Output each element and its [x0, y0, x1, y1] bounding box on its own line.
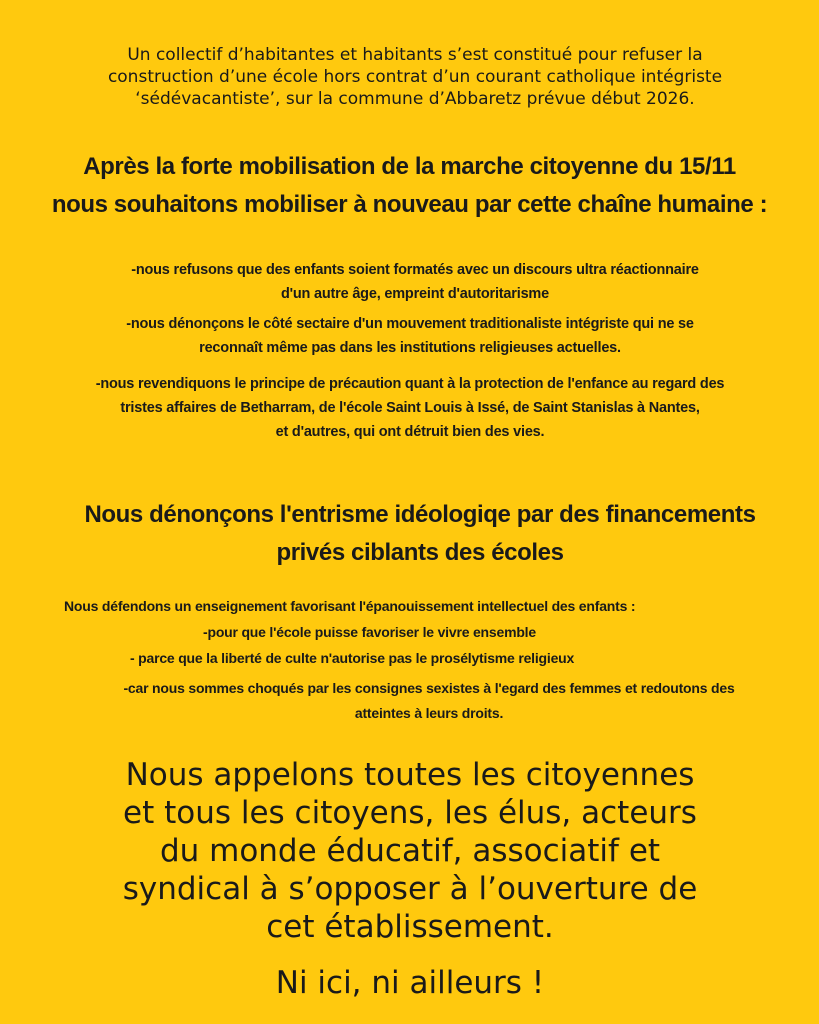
point-line: tristes affaires de Betharram, de l'école Saint Louis à Issé, de Saint Stanislas à Nantes, [120, 400, 700, 416]
intro-line: construction d’une école hors contrat d’un courant catholique intégriste [107, 67, 723, 87]
defense-item [64, 676, 794, 726]
point-line: -nous revendiquons le principe de précaution quant à la protection de l'enfance au regard des [95, 376, 725, 392]
point-denunciation [80, 312, 740, 360]
point-refusal [90, 258, 740, 306]
point-line: -nous dénonçons le côté sectaire d'un mouvement traditionaliste intégriste qui ne se [126, 316, 694, 332]
intro-line: Un collectif d’habitantes et habitants s’est constitué pour refuser la [127, 45, 703, 65]
defense-item-text: -car nous sommes choqués par les consignes sexistes à l'egard des femmes et redoutons des [123, 680, 735, 696]
point-line: -nous refusons que des enfants soient formatés avec un discours ultra réactionnaire [131, 262, 699, 278]
intro-paragraph [50, 44, 780, 110]
point-line: d'un autre âge, empreint d'autoritarisme [280, 286, 549, 302]
heading-line: nous souhaitons mobiliser à nouveau par cette chaîne humaine : [51, 191, 768, 218]
intro-line: ‘sédévacantiste’, sur la commune d’Abbaretz prévue début 2026. [135, 89, 695, 109]
entrisme-heading [30, 496, 810, 572]
defense-intro-text: Nous défendons un enseignement favorisant l'épanouissement intellectuel des enfants : [64, 598, 636, 614]
call-line: Nous appelons toutes les citoyennes [125, 757, 695, 793]
heading-line: Après la forte mobilisation de la marche citoyenne du 15/11 [83, 153, 736, 180]
defense-item-text: - parce que la liberté de culte n'autorise pas le prosélytisme religieux [130, 650, 575, 666]
call-line: et tous les citoyens, les élus, acteurs [123, 795, 697, 831]
defense-item-text: atteintes à leurs droits. [354, 705, 504, 721]
heading-line: privés ciblants des écoles [276, 539, 564, 566]
point-line: reconnaît même pas dans les institutions religieuses actuelles. [199, 340, 621, 356]
slogan: Ni ici, ni ailleurs ! [275, 965, 545, 1001]
mobilisation-heading [10, 148, 809, 224]
call-line: du monde éducatif, associatif et [159, 833, 661, 869]
defense-item-text: -pour que l'école puisse favoriser le vivre ensemble [203, 624, 536, 640]
call-line: cet établissement. [266, 909, 554, 945]
point-line: et d'autres, qui ont détruit bien des vies. [275, 424, 545, 440]
defense-item [130, 646, 574, 671]
call-line: syndical à s’opposer à l’ouverture de [122, 871, 698, 907]
call-to-action [60, 756, 760, 946]
point-precaution [40, 372, 780, 444]
defense-item [203, 620, 536, 645]
defense-intro [64, 594, 635, 619]
heading-line: Nous dénonçons l'entrisme idéologiqe par des financements [84, 501, 756, 528]
